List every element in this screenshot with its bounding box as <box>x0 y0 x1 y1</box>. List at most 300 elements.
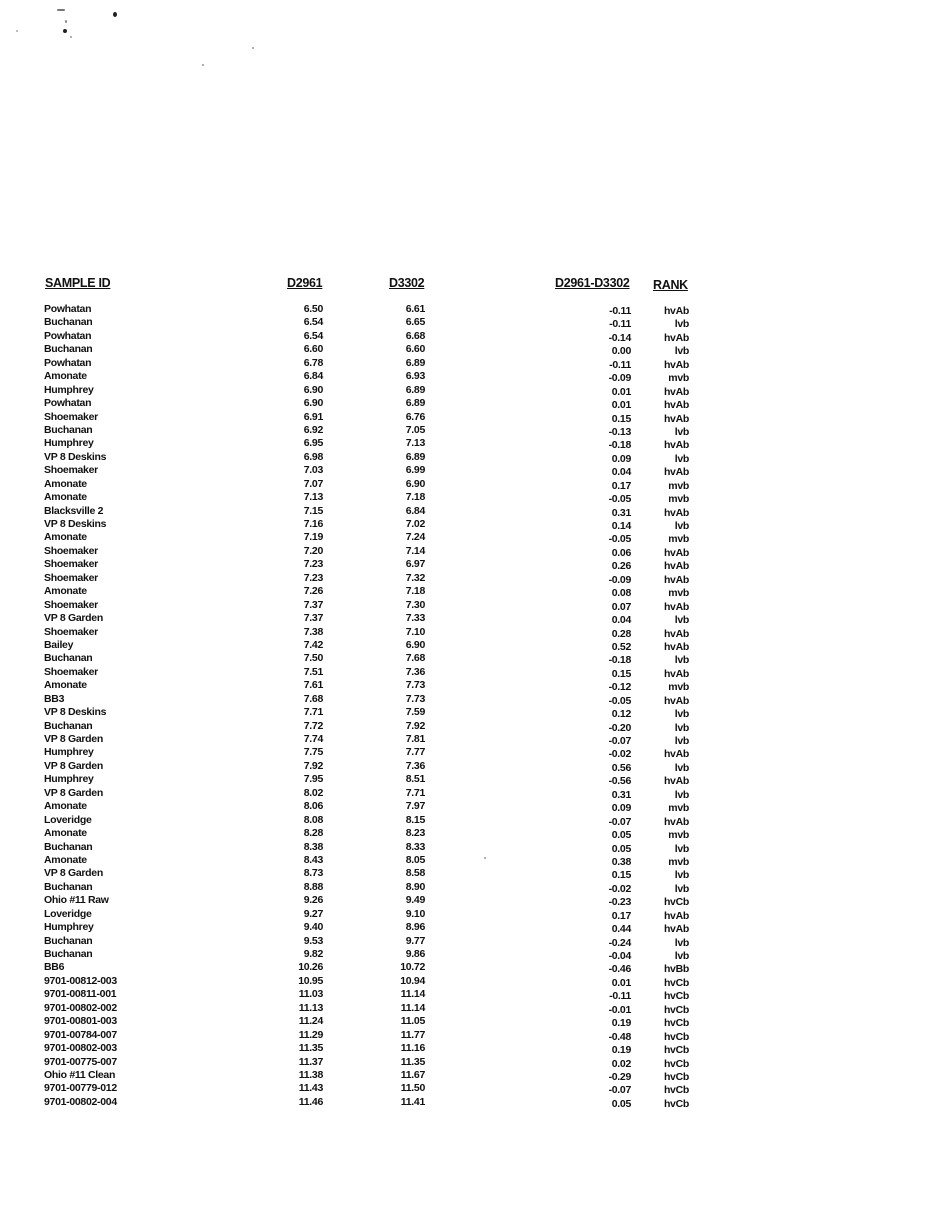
difference-cell: -0.01 <box>608 1003 631 1016</box>
table-row <box>0 733 950 746</box>
table-row <box>0 693 950 706</box>
rank-cell: hvAb <box>663 399 689 412</box>
sample-id-cell: Powhatan <box>44 356 92 369</box>
d2961-cell: 7.15 <box>303 504 323 517</box>
d2961-cell: 7.37 <box>303 612 323 625</box>
d3302-cell: 10.72 <box>400 961 425 974</box>
d3302-cell: 8.58 <box>405 867 425 880</box>
table-row <box>0 814 950 827</box>
difference-cell: -0.09 <box>608 573 631 586</box>
difference-cell: 0.31 <box>611 506 631 519</box>
difference-cell: -0.04 <box>608 950 631 962</box>
d2961-cell: 7.23 <box>303 571 323 584</box>
rank-cell: lvb <box>674 761 689 774</box>
table-row <box>0 491 950 504</box>
d3302-cell: 7.14 <box>405 544 425 557</box>
table-row <box>0 451 950 464</box>
table-row <box>0 773 950 786</box>
difference-cell: 0.04 <box>611 614 631 627</box>
d3302-cell: 8.90 <box>405 880 425 893</box>
d2961-cell: 11.24 <box>298 1015 323 1028</box>
d2961-cell: 11.35 <box>298 1042 323 1055</box>
table-row <box>0 652 950 665</box>
d2961-cell: 7.19 <box>303 531 323 544</box>
d2961-cell: 8.38 <box>303 840 323 853</box>
rank-cell: mvb <box>668 802 689 815</box>
table-row <box>0 881 950 894</box>
d2961-cell: 6.50 <box>303 303 323 315</box>
sample-id-cell: Shoemaker <box>44 665 98 678</box>
sample-id-cell: Powhatan <box>44 303 92 315</box>
table-row <box>0 921 950 934</box>
rank-cell: hvAb <box>663 909 689 922</box>
difference-cell: 0.00 <box>611 345 631 358</box>
d3302-cell: 7.18 <box>405 585 425 598</box>
d3302-cell: 6.90 <box>405 638 425 651</box>
sample-id-cell: BB6 <box>44 961 65 974</box>
d3302-cell: 10.94 <box>400 974 425 987</box>
sample-id-cell: 9701-00811-001 <box>44 988 117 1001</box>
table-row <box>0 612 950 625</box>
d3302-cell: 7.68 <box>405 652 425 665</box>
difference-cell: 0.31 <box>611 788 631 801</box>
table-row <box>0 558 950 571</box>
difference-cell: 0.15 <box>611 412 631 425</box>
d3302-cell: 6.60 <box>405 343 425 356</box>
d3302-cell: 11.05 <box>400 1015 425 1028</box>
difference-cell: -0.02 <box>608 882 631 895</box>
difference-cell: -0.14 <box>608 331 631 344</box>
d2961-cell: 9.40 <box>303 921 323 934</box>
d3302-cell: 7.10 <box>405 625 425 638</box>
table-row <box>0 841 950 854</box>
sample-id-cell: Buchanan <box>44 343 93 356</box>
d2961-cell: 9.26 <box>303 894 323 907</box>
scan-speck <box>16 30 18 32</box>
table-row <box>0 800 950 813</box>
table-row <box>0 330 950 343</box>
rank-cell: hvCb <box>663 1097 689 1110</box>
difference-cell: -0.56 <box>608 775 631 788</box>
table-row <box>0 720 950 733</box>
rank-cell: hvAb <box>663 506 689 519</box>
d3302-cell: 11.14 <box>400 988 425 1001</box>
table-row <box>0 639 950 652</box>
table-row <box>0 1082 950 1095</box>
table-row <box>0 1029 950 1042</box>
d2961-cell: 8.06 <box>303 800 323 813</box>
sample-id-cell: Shoemaker <box>44 558 98 571</box>
table-row <box>0 316 950 329</box>
rank-cell: mvb <box>668 855 689 868</box>
table-row <box>0 948 950 961</box>
d3302-cell: 6.84 <box>405 504 425 517</box>
d3302-cell: 11.41 <box>400 1095 425 1108</box>
d2961-cell: 7.51 <box>303 665 323 678</box>
scan-speck <box>70 36 72 38</box>
sample-id-cell: Buchanan <box>44 934 93 947</box>
d3302-cell: 7.81 <box>405 733 425 745</box>
rank-cell: lvb <box>674 882 689 895</box>
difference-cell: 0.02 <box>611 1057 631 1070</box>
difference-cell: 0.09 <box>611 802 631 815</box>
difference-cell: 0.15 <box>611 869 631 882</box>
difference-cell: -0.05 <box>608 694 631 707</box>
table-row <box>0 666 950 679</box>
d2961-cell: 8.02 <box>303 786 323 799</box>
rank-cell: hvCb <box>663 896 689 909</box>
d3302-cell: 11.35 <box>400 1055 425 1068</box>
table-row <box>0 505 950 518</box>
difference-cell: -0.07 <box>608 815 631 828</box>
table-row <box>0 746 950 759</box>
difference-cell: -0.18 <box>608 439 631 452</box>
d2961-cell: 7.07 <box>303 477 323 490</box>
sample-id-cell: Shoemaker <box>44 410 98 423</box>
sample-id-cell: Buchanan <box>44 719 93 732</box>
difference-cell: 0.52 <box>611 640 631 653</box>
d2961-cell: 7.95 <box>303 773 323 786</box>
d3302-cell: 7.36 <box>405 759 425 772</box>
sample-id-cell: Amonate <box>44 531 87 544</box>
sample-id-cell: VP 8 Deskins <box>44 706 107 719</box>
difference-cell: 0.26 <box>611 560 631 573</box>
scan-speck <box>202 64 204 66</box>
d3302-cell: 7.73 <box>405 679 425 692</box>
d2961-cell: 7.16 <box>303 518 323 530</box>
d2961-cell: 7.03 <box>303 464 323 477</box>
scan-speck <box>113 12 117 17</box>
d3302-cell: 7.33 <box>405 612 425 625</box>
sample-id-cell: Blacksville 2 <box>44 504 104 517</box>
sample-id-cell: Loveridge <box>44 907 92 920</box>
table-row <box>0 854 950 867</box>
d3302-cell: 7.71 <box>405 786 425 799</box>
sample-id-cell: Buchanan <box>44 652 93 665</box>
difference-cell: 0.19 <box>611 1017 631 1030</box>
sample-id-cell: Shoemaker <box>44 544 98 557</box>
difference-cell: 0.05 <box>611 1097 631 1110</box>
table-row <box>0 518 950 531</box>
rank-cell: hvBb <box>663 963 689 976</box>
d3302-cell: 6.89 <box>405 383 425 396</box>
sample-id-cell: Amonate <box>44 585 87 598</box>
rank-cell: hvCb <box>663 990 689 1003</box>
d2961-cell: 7.20 <box>303 544 323 557</box>
sample-id-cell: Humphrey <box>44 746 94 759</box>
table-row <box>0 531 950 544</box>
table-row <box>0 760 950 773</box>
d2961-cell: 7.74 <box>303 733 323 745</box>
d3302-cell: 6.89 <box>405 450 425 463</box>
d2961-cell: 6.98 <box>303 450 323 463</box>
sample-id-cell: Humphrey <box>44 921 94 934</box>
d2961-cell: 11.37 <box>298 1055 323 1068</box>
difference-cell: -0.46 <box>608 963 631 976</box>
sample-id-cell: 9701-00802-004 <box>44 1095 117 1108</box>
difference-cell: -0.02 <box>608 748 631 761</box>
sample-id-cell: VP 8 Garden <box>44 759 103 772</box>
rank-cell: mvb <box>668 479 689 492</box>
table-row <box>0 397 950 410</box>
sample-id-cell: Shoemaker <box>44 598 98 611</box>
table-row <box>0 478 950 491</box>
sample-id-cell: Amonate <box>44 800 87 813</box>
sample-id-cell: Amonate <box>44 370 87 383</box>
rank-cell: hvCb <box>663 976 689 989</box>
difference-cell: -0.24 <box>608 936 631 949</box>
rank-cell: hvAb <box>663 627 689 640</box>
d3302-cell: 7.32 <box>405 571 425 584</box>
sample-id-cell: Amonate <box>44 477 87 490</box>
d3302-cell: 7.02 <box>405 518 425 530</box>
d3302-cell: 8.23 <box>405 827 425 840</box>
d3302-cell: 7.77 <box>405 746 425 759</box>
difference-cell: -0.07 <box>608 735 631 747</box>
d3302-cell: 6.97 <box>405 558 425 571</box>
d3302-cell: 8.96 <box>405 921 425 934</box>
d3302-cell: 9.49 <box>405 894 425 907</box>
rank-cell: lvb <box>674 936 689 949</box>
difference-cell: 0.17 <box>611 909 631 922</box>
d3302-cell: 7.97 <box>405 800 425 813</box>
difference-cell: -0.12 <box>608 681 631 694</box>
d3302-cell: 7.36 <box>405 665 425 678</box>
d3302-cell: 7.24 <box>405 531 425 544</box>
d2961-cell: 7.26 <box>303 585 323 598</box>
rank-cell: mvb <box>668 587 689 600</box>
table-row <box>0 908 950 921</box>
sample-id-cell: Buchanan <box>44 948 93 960</box>
d3302-cell: 7.92 <box>405 719 425 732</box>
d2961-cell: 6.91 <box>303 410 323 423</box>
difference-cell: 0.09 <box>611 452 631 465</box>
d3302-cell: 7.18 <box>405 491 425 504</box>
header-sample-id: SAMPLE ID <box>45 276 111 290</box>
d3302-cell: 9.86 <box>405 948 425 960</box>
d3302-cell: 6.76 <box>405 410 425 423</box>
d2961-cell: 11.43 <box>298 1082 323 1095</box>
difference-cell: 0.01 <box>611 385 631 398</box>
sample-id-cell: Buchanan <box>44 316 93 329</box>
difference-cell: 0.08 <box>611 587 631 600</box>
d2961-cell: 8.43 <box>303 853 323 866</box>
header-rank: RANK <box>653 278 688 292</box>
rank-cell: hvAb <box>663 640 689 653</box>
rank-cell: hvCb <box>663 1070 689 1083</box>
d2961-cell: 7.23 <box>303 558 323 571</box>
sample-id-cell: Amonate <box>44 679 87 692</box>
d3302-cell: 9.10 <box>405 907 425 920</box>
table-row <box>0 384 950 397</box>
sample-id-cell: 9701-00784-007 <box>44 1028 117 1041</box>
sample-id-cell: 9701-00775-007 <box>44 1055 117 1068</box>
sample-id-cell: 9701-00802-002 <box>44 1001 117 1014</box>
difference-cell: -0.07 <box>608 1084 631 1097</box>
table-row <box>0 935 950 948</box>
d3302-cell: 7.30 <box>405 598 425 611</box>
rank-cell: hvAb <box>663 439 689 452</box>
rank-cell: lvb <box>674 425 689 438</box>
d3302-cell: 8.05 <box>405 853 425 866</box>
table-row <box>0 787 950 800</box>
sample-id-cell: VP 8 Deskins <box>44 450 107 463</box>
d3302-cell: 7.59 <box>405 706 425 719</box>
rank-cell: lvb <box>674 452 689 465</box>
d2961-cell: 7.71 <box>303 706 323 719</box>
rank-cell: hvAb <box>663 694 689 707</box>
d2961-cell: 7.92 <box>303 759 323 772</box>
rank-cell: hvAb <box>663 560 689 573</box>
table-row <box>0 1096 950 1109</box>
table-row <box>0 867 950 880</box>
d2961-cell: 6.78 <box>303 356 323 369</box>
d2961-cell: 7.72 <box>303 719 323 732</box>
d2961-cell: 6.84 <box>303 370 323 383</box>
scan-speck <box>63 29 67 33</box>
rank-cell: hvCb <box>663 1030 689 1043</box>
rank-cell: lvb <box>674 708 689 721</box>
difference-cell: -0.11 <box>609 990 631 1003</box>
table-row <box>0 1042 950 1055</box>
rank-cell: lvb <box>674 788 689 801</box>
sample-id-cell: Shoemaker <box>44 571 98 584</box>
table-row <box>0 424 950 437</box>
sample-id-cell: Ohio #11 Clean <box>44 1068 116 1081</box>
table-row <box>0 411 950 424</box>
d3302-cell: 11.50 <box>400 1082 425 1095</box>
table-row <box>0 988 950 1001</box>
d2961-cell: 6.92 <box>303 423 323 436</box>
sample-id-cell: VP 8 Deskins <box>44 518 107 530</box>
d3302-cell: 11.14 <box>400 1001 425 1014</box>
d3302-cell: 11.67 <box>400 1068 425 1081</box>
sample-id-cell: VP 8 Garden <box>44 786 103 799</box>
d3302-cell: 8.51 <box>405 773 425 786</box>
rank-cell: mvb <box>668 829 689 842</box>
d2961-cell: 7.38 <box>303 625 323 638</box>
rank-cell: hvAb <box>663 815 689 828</box>
difference-cell: 0.14 <box>611 520 631 532</box>
header-d2961: D2961 <box>287 276 323 290</box>
table-row <box>0 303 950 316</box>
table-row <box>0 1015 950 1028</box>
table-row <box>0 961 950 974</box>
difference-cell: 0.01 <box>611 399 631 412</box>
rank-cell: lvb <box>674 842 689 855</box>
d3302-cell: 7.05 <box>405 423 425 436</box>
d2961-cell: 11.46 <box>298 1095 323 1108</box>
rank-cell: lvb <box>674 318 689 331</box>
rank-cell: hvAb <box>663 748 689 761</box>
d2961-cell: 6.90 <box>303 397 323 410</box>
difference-cell: 0.44 <box>611 923 631 936</box>
table-row <box>0 706 950 719</box>
difference-cell: -0.09 <box>608 372 631 385</box>
rank-cell: lvb <box>674 721 689 734</box>
sample-id-cell: Humphrey <box>44 773 94 786</box>
sample-id-cell: VP 8 Garden <box>44 612 103 625</box>
table-row <box>0 599 950 612</box>
rank-cell: hvAb <box>663 305 689 317</box>
d2961-cell: 6.90 <box>303 383 323 396</box>
difference-cell: 0.04 <box>611 466 631 479</box>
sample-id-cell: BB3 <box>44 692 65 705</box>
d2961-cell: 8.08 <box>303 813 323 826</box>
d3302-cell: 6.89 <box>405 397 425 410</box>
sample-id-cell: VP 8 Garden <box>44 733 103 745</box>
sample-id-cell: Humphrey <box>44 437 94 450</box>
difference-cell: 0.15 <box>611 667 631 680</box>
d3302-cell: 8.33 <box>405 840 425 853</box>
d2961-cell: 8.28 <box>303 827 323 840</box>
rank-cell: hvAb <box>663 546 689 559</box>
d2961-cell: 7.61 <box>303 679 323 692</box>
rank-cell: lvb <box>674 735 689 747</box>
d3302-cell: 6.89 <box>405 356 425 369</box>
table-row <box>0 1069 950 1082</box>
difference-cell: -0.20 <box>608 721 631 734</box>
table-row <box>0 464 950 477</box>
d2961-cell: 7.50 <box>303 652 323 665</box>
d3302-cell: 6.68 <box>405 329 425 342</box>
d3302-cell: 11.77 <box>400 1028 425 1041</box>
sample-id-cell: Buchanan <box>44 423 93 436</box>
d2961-cell: 7.42 <box>303 638 323 651</box>
d2961-cell: 7.13 <box>303 491 323 504</box>
difference-cell: -0.05 <box>608 533 631 546</box>
d2961-cell: 9.82 <box>303 948 323 960</box>
sample-id-cell: 9701-00801-003 <box>44 1015 117 1028</box>
d3302-cell: 6.65 <box>405 316 425 329</box>
d3302-cell: 9.77 <box>405 934 425 947</box>
rank-cell: hvAb <box>663 412 689 425</box>
d2961-cell: 8.73 <box>303 867 323 880</box>
sample-id-cell: Powhatan <box>44 329 92 342</box>
difference-cell: 0.12 <box>611 708 631 721</box>
d3302-cell: 7.73 <box>405 692 425 705</box>
sample-id-cell: 9701-00802-003 <box>44 1042 117 1055</box>
d3302-cell: 6.61 <box>405 303 425 315</box>
d2961-cell: 11.13 <box>298 1001 323 1014</box>
d3302-cell: 7.13 <box>405 437 425 450</box>
d2961-cell: 7.75 <box>303 746 323 759</box>
d2961-cell: 11.29 <box>298 1028 323 1041</box>
sample-id-cell: 9701-00779-012 <box>44 1082 117 1095</box>
rank-cell: hvAb <box>663 667 689 680</box>
table-row <box>0 343 950 356</box>
d2961-cell: 8.88 <box>303 880 323 893</box>
rank-cell: hvCb <box>663 1017 689 1030</box>
table-row <box>0 545 950 558</box>
rank-cell: hvAb <box>663 358 689 371</box>
sample-id-cell: Amonate <box>44 853 87 866</box>
difference-cell: 0.19 <box>611 1044 631 1057</box>
rank-cell: hvAb <box>663 331 689 344</box>
d2961-cell: 9.53 <box>303 934 323 947</box>
table-row <box>0 572 950 585</box>
data-table <box>0 303 950 1109</box>
difference-cell: 0.07 <box>611 600 631 613</box>
d2961-cell: 10.95 <box>298 974 323 987</box>
rank-cell: lvb <box>674 654 689 667</box>
rank-cell: lvb <box>674 614 689 627</box>
sample-id-cell: Shoemaker <box>44 464 98 477</box>
d2961-cell: 6.60 <box>303 343 323 356</box>
table-row <box>0 626 950 639</box>
rank-cell: hvAb <box>663 600 689 613</box>
sample-id-cell: Bailey <box>44 638 74 651</box>
